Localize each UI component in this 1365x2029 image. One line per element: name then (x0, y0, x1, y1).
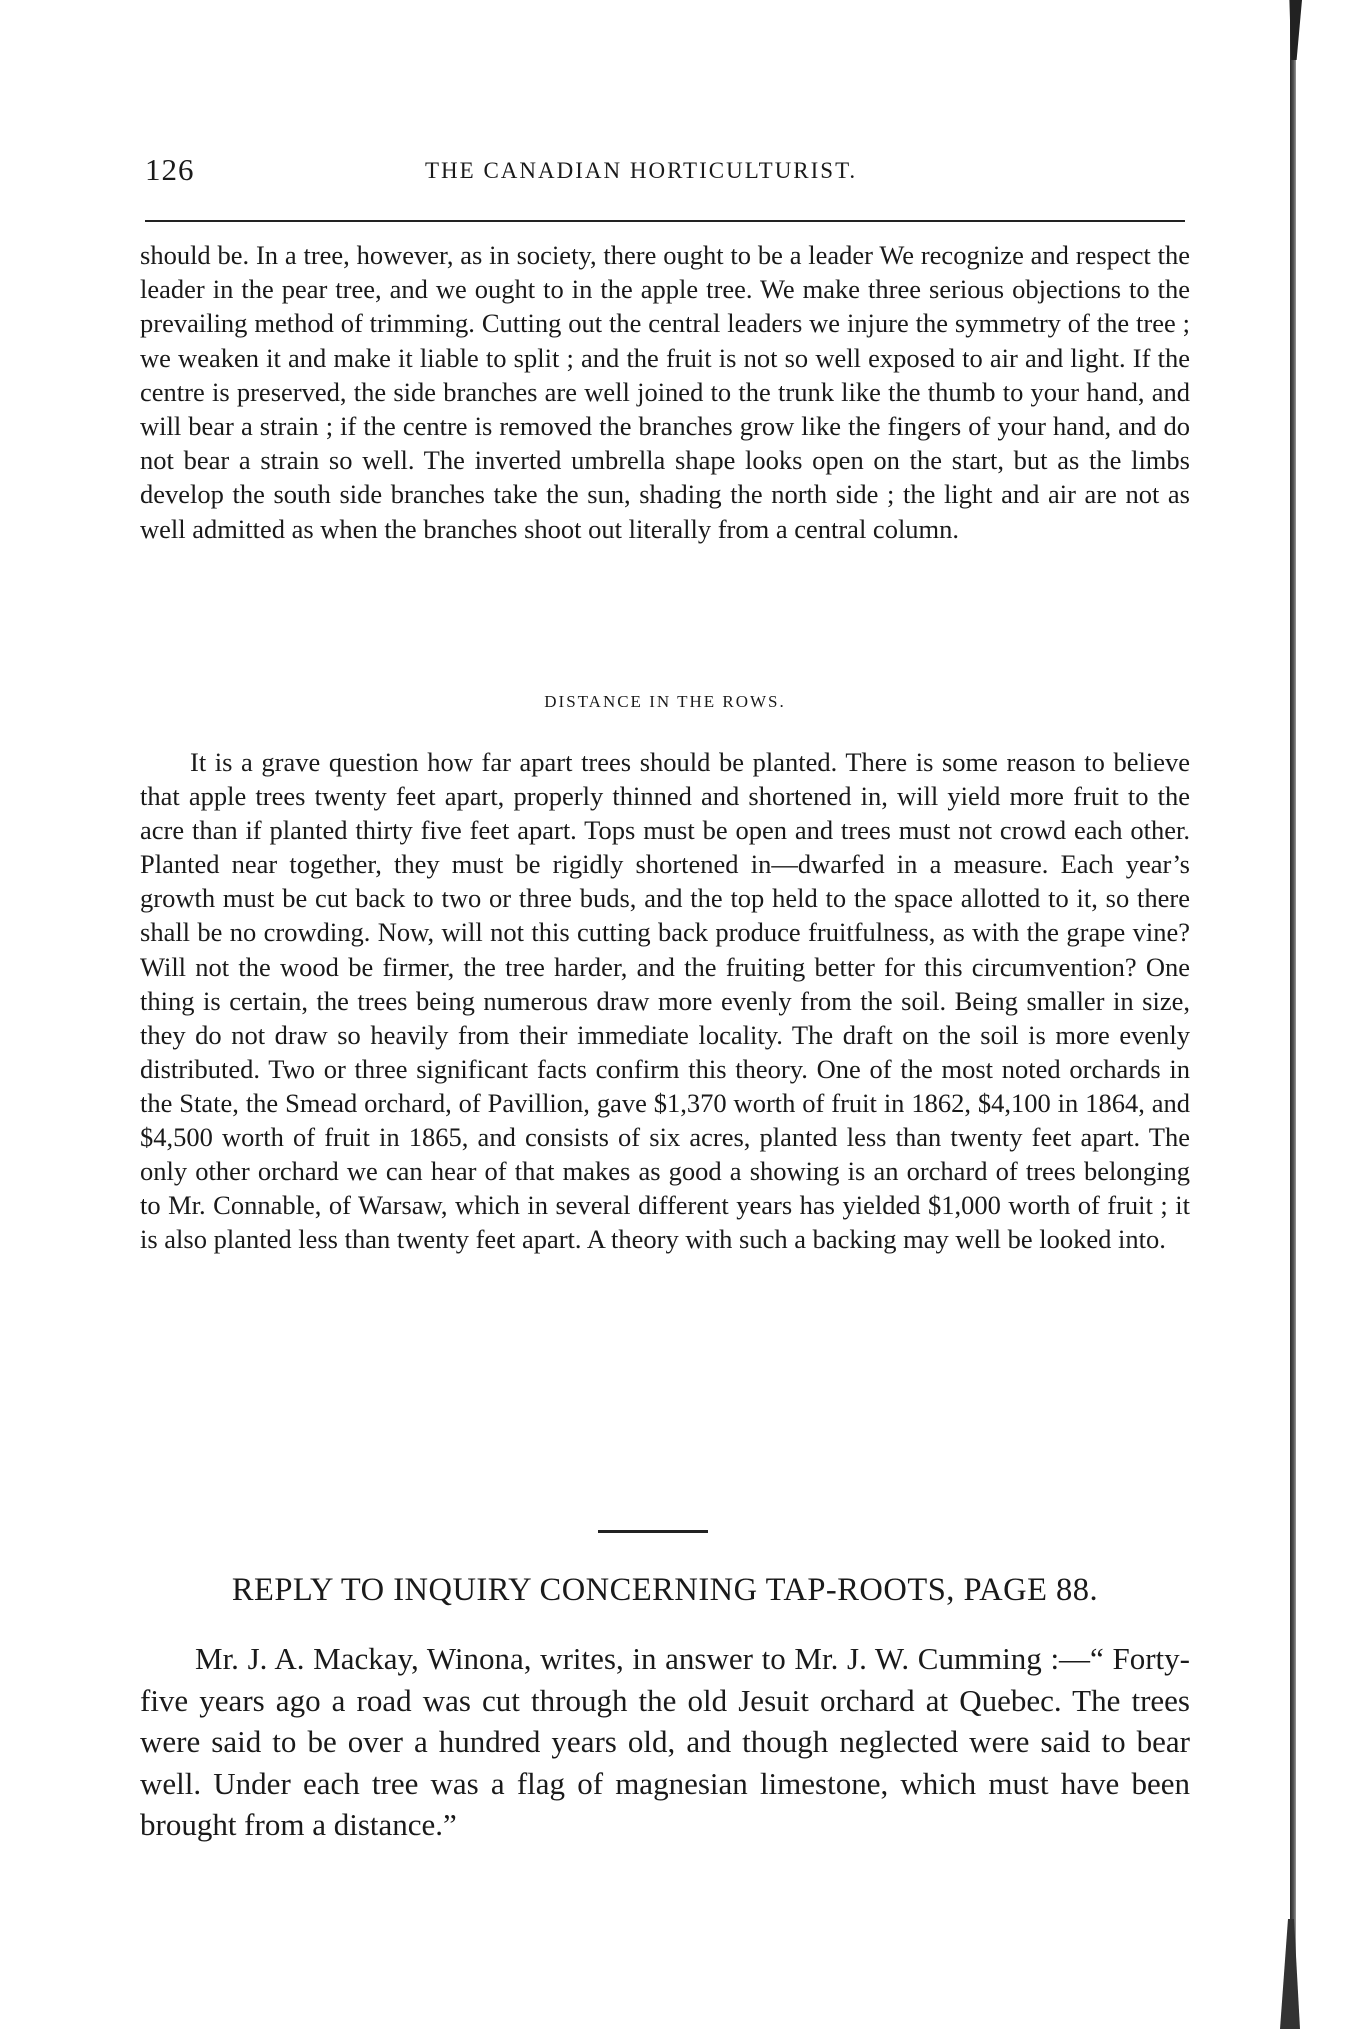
running-title: THE CANADIAN HORTICULTURIST. (425, 158, 858, 183)
page-header (145, 152, 1185, 192)
continued-article-section (140, 238, 1190, 546)
paragraph-tap-roots: Mr. J. A. Mackay, Winona, writes, in answer to Mr. J. W. Cumming :—“ Forty-five years ago a road was cut through the old Jesuit orchard at Quebec. The trees were said to be over a hundred years old, and though neglected were said to bear well. Under each tree was a flag of magnesian limestone, which must have been brought from a distance.” (140, 1641, 1190, 1842)
section-heading-tap-roots: REPLY TO INQUIRY CONCERNING TAP-ROOTS, PAGE 88. (231, 1572, 1099, 1608)
paragraph-distance: It is a grave question how far apart trees should be planted. There is some reason to believe that apple trees twenty feet apart, properly thinned and shortened in, will yield more fruit to the acre than if planted thirty five feet apart. Tops must be open and trees must not crowd each other. Planted near together, they must be rigidly shortened in—dwarfed in a measure. Each year’s growth must be cut back to two or three buds, and the top held to the space allotted to it, so there shall be no crowding. Now, will not this cutting back produce fruitfulness, as with the grape vine? Will not the wood be firmer, the tree harder, and the fruiting better for this circumvention? One thing is certain, the trees being numerous draw more evenly from the soil. Being smaller in size, they do not draw so heavily from their immediate locality. The draft on the soil is more evenly distributed. Two or three significant facts confirm this theory. One of the most noted orchards in the State, the Smead orchard, of Pavillion, gave $1,370 worth of fruit in 1862, $4,100 in 1864, and $4,500 worth of fruit in 1865, and consists of six acres, planted less than twenty feet apart. The only other orchard we can hear of that makes as good a showing is an orchard of trees belonging to Mr. Connable, of Warsaw, which in several different years has yielded $1,000 worth of fruit ; it is also planted less than twenty feet apart. A theory with such a backing may well be looked into. (140, 747, 1190, 1255)
tap-roots-section (140, 1638, 1190, 1846)
distance-section (140, 745, 1190, 1256)
section-divider (598, 1530, 708, 1533)
header-rule (145, 220, 1185, 222)
page-number: 126 (145, 152, 195, 187)
page-binding-edge (1290, 0, 1296, 2029)
section-heading-distance-in-rows: DISTANCE IN THE ROWS. (544, 692, 786, 711)
paragraph-continued: should be. In a tree, however, as in society, there ought to be a leader We recognize and respect the leader in the pear tree, and we ought to in the apple tree. We make three serious objections to the prevailing method of trimming. Cutting out the central leaders we injure the symmetry of the tree ; we weaken it and make it liable to split ; and the fruit is not so well exposed to air and light. If the centre is preserved, the side branches are well joined to the trunk like the thumb to your hand, and will bear a strain ; if the centre is removed the branches grow like the fingers of your hand, and do not bear a strain so well. The inverted umbrella shape looks open on the start, but as the limbs develop the south side branches take the sun, shading the north side ; the light and air are not as well admitted as when the branches shoot out literally from a central column. (140, 240, 1190, 544)
